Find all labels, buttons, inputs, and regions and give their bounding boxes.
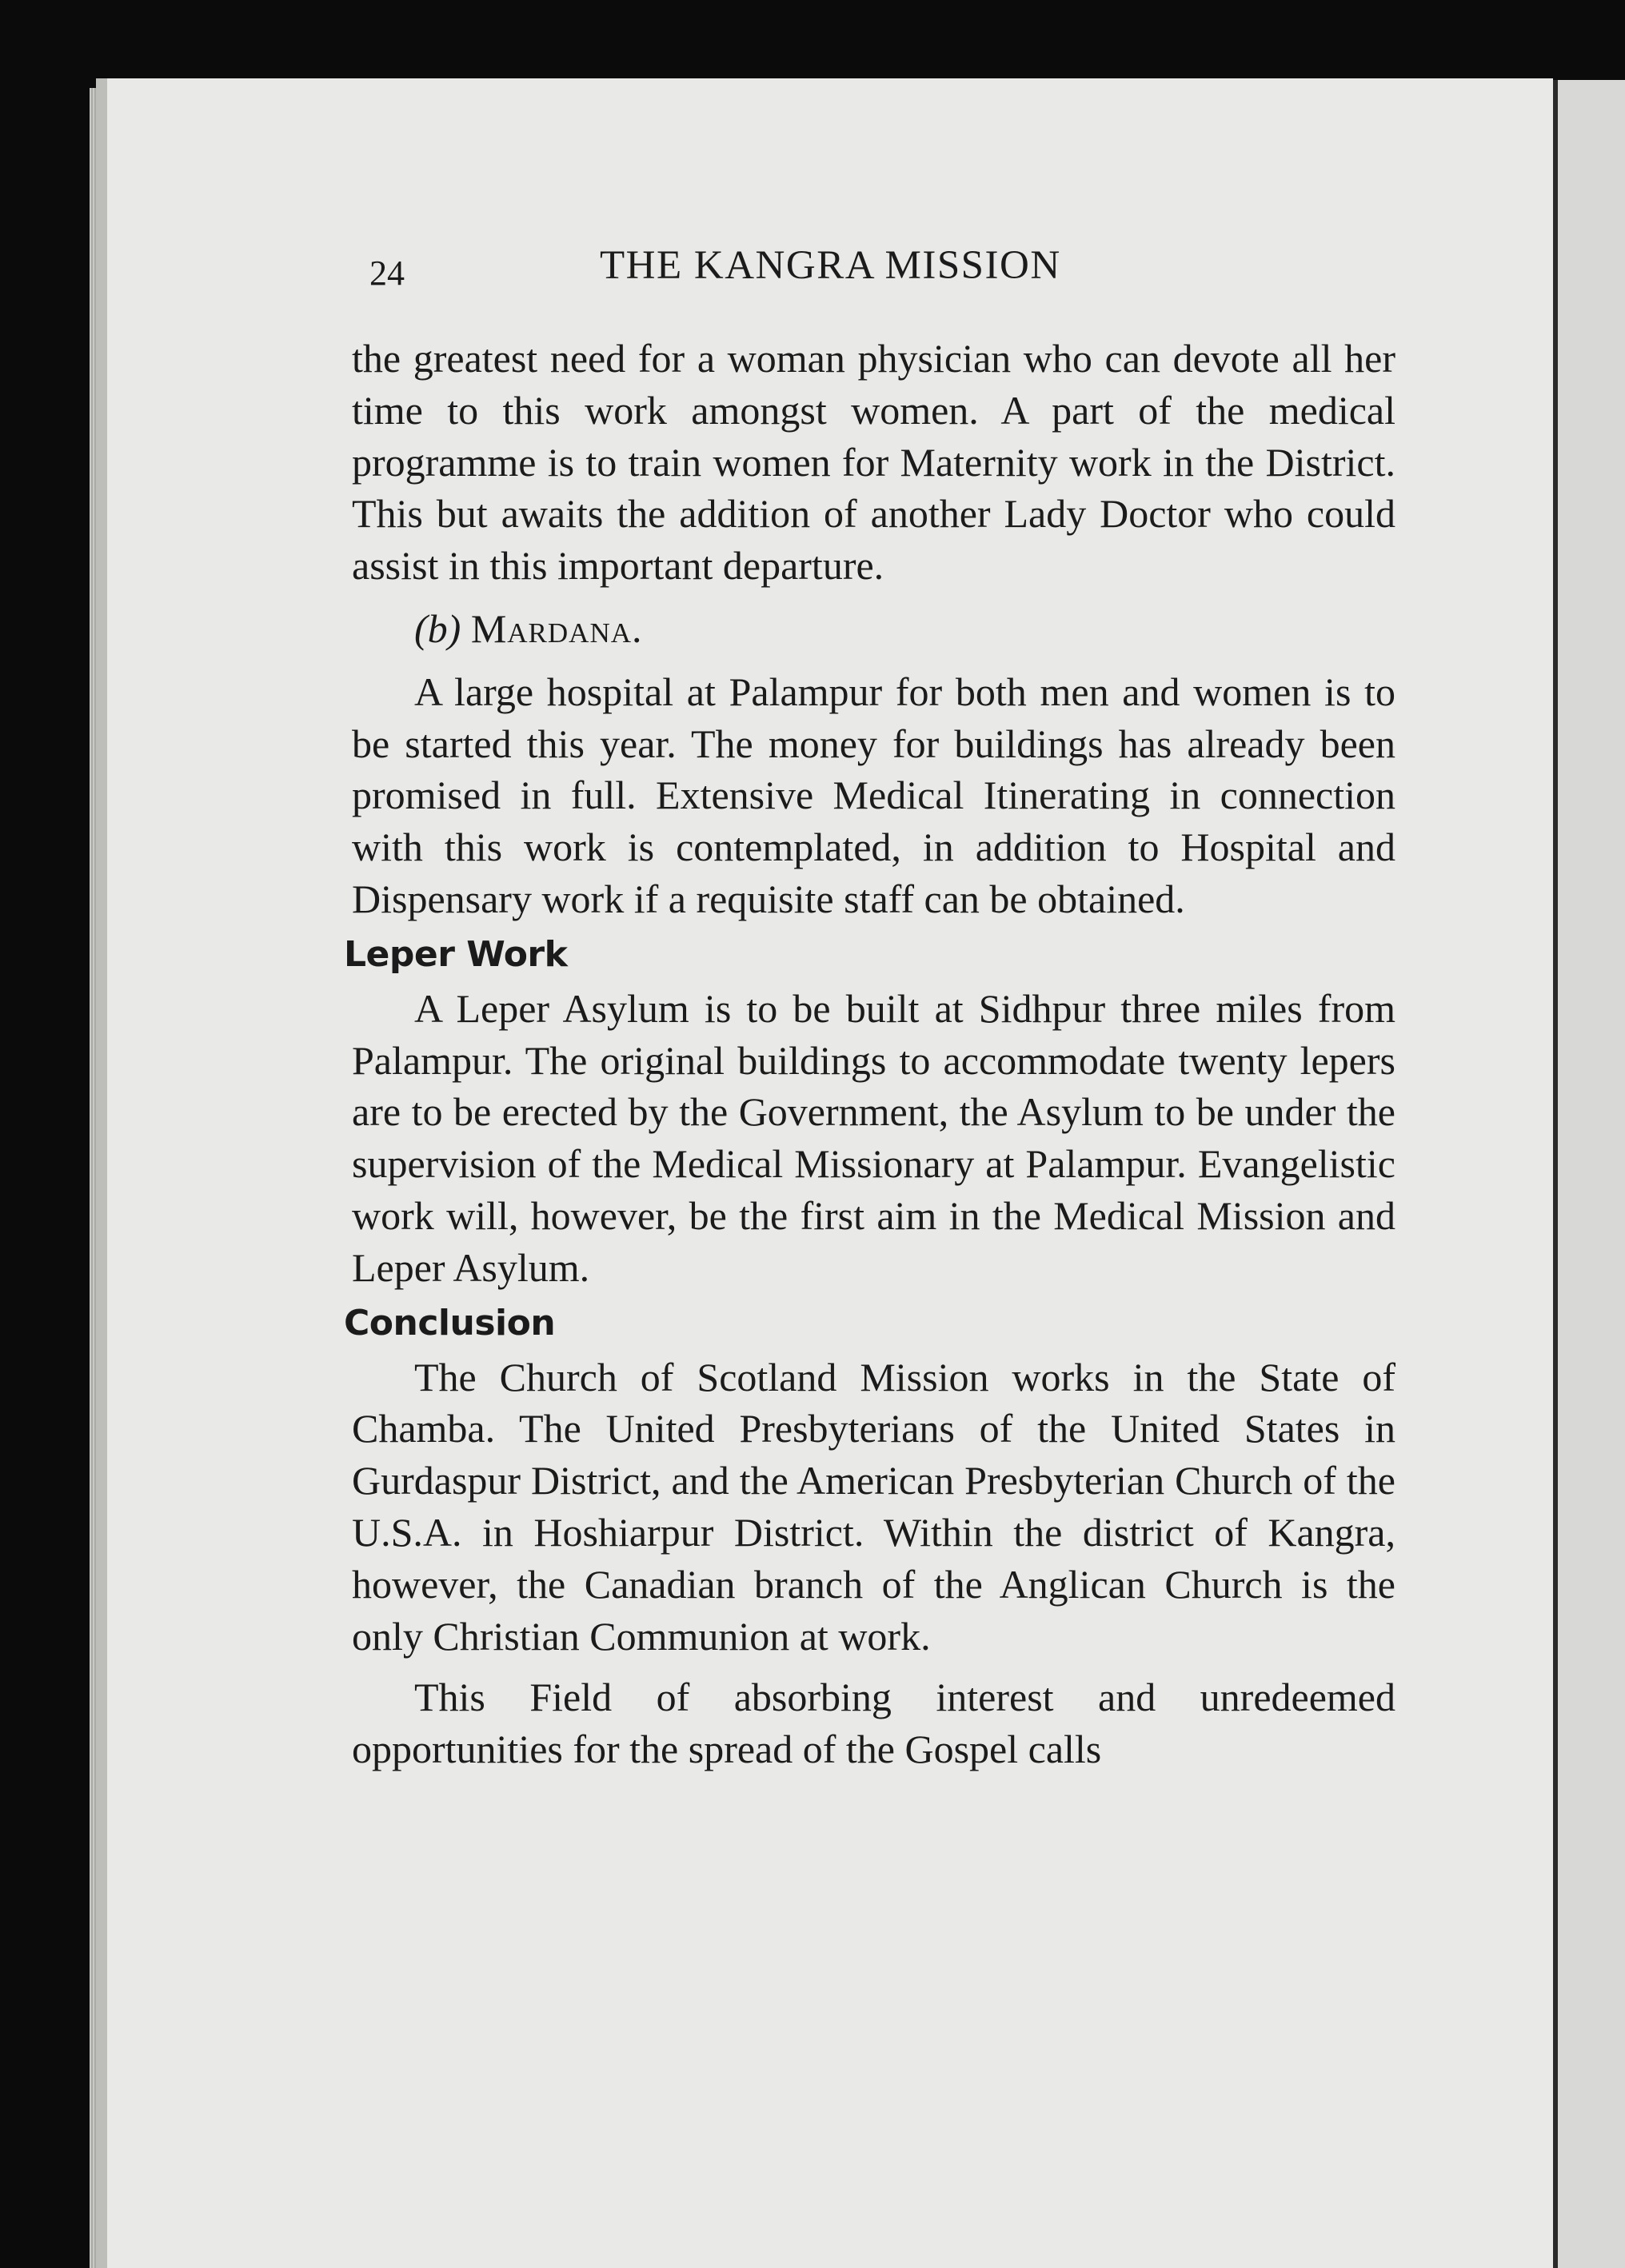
paragraph-conclusion: The Church of Scotland Mission works in the State of Chamba. The United Presbyterians of the United States in Gurdaspur District, and the American Presbyterian Church of the U.S.A. in Hoshiarpur District. Within the district of Kangra, however, the Canadian branch of the Anglican Church is the only Christian Communion at work. (352, 1354, 1395, 1659)
subheading-text: Mardana. (470, 605, 643, 651)
subheading-letter: (b) (414, 605, 461, 651)
paragraph-women-physician: the greatest need for a woman physician who can devote all her time to this work amongst women. A part of the medical programme is to train women for Maternity work in the District. This but awaits the addition of another Lady Doctor who could assist in this important departure. (352, 336, 1395, 589)
page-title: THE KANGRA MISSION (600, 243, 1061, 288)
subheading-mardana (414, 603, 1395, 655)
heading-conclusion: Conclusion (344, 1302, 556, 1344)
heading-leper-work: Leper Work (344, 933, 568, 975)
facing-page-edge (1553, 80, 1625, 2268)
paragraph-palampur-hospital: A large hospital at Palampur for both men and women is to be started this year. The money for buildings has already been promised in full. Extensive Medical Itinerating in connection with this work is contemplated, in addition to Hospital and Dispensary work if a requisite staff can be obtained. (352, 669, 1395, 921)
running-head (352, 240, 1395, 304)
page-number: 24 (369, 254, 405, 293)
paragraph-leper-asylum: A Leper Asylum is to be built at Sidhpur three miles from Palampur. The original buildings to accommodate twenty lepers are to be erected by the Government, the Asylum to be under the supervision of the Medical Missionary at Palampur. Evangelistic work will, however, be the first aim in the Medical Mission and Leper Asylum. (352, 985, 1395, 1290)
page-text (344, 240, 1395, 1775)
paragraph-field-interest: This Field of absorbing interest and unredeemed opportunities for the spread of the Gospel calls (352, 1675, 1395, 1772)
